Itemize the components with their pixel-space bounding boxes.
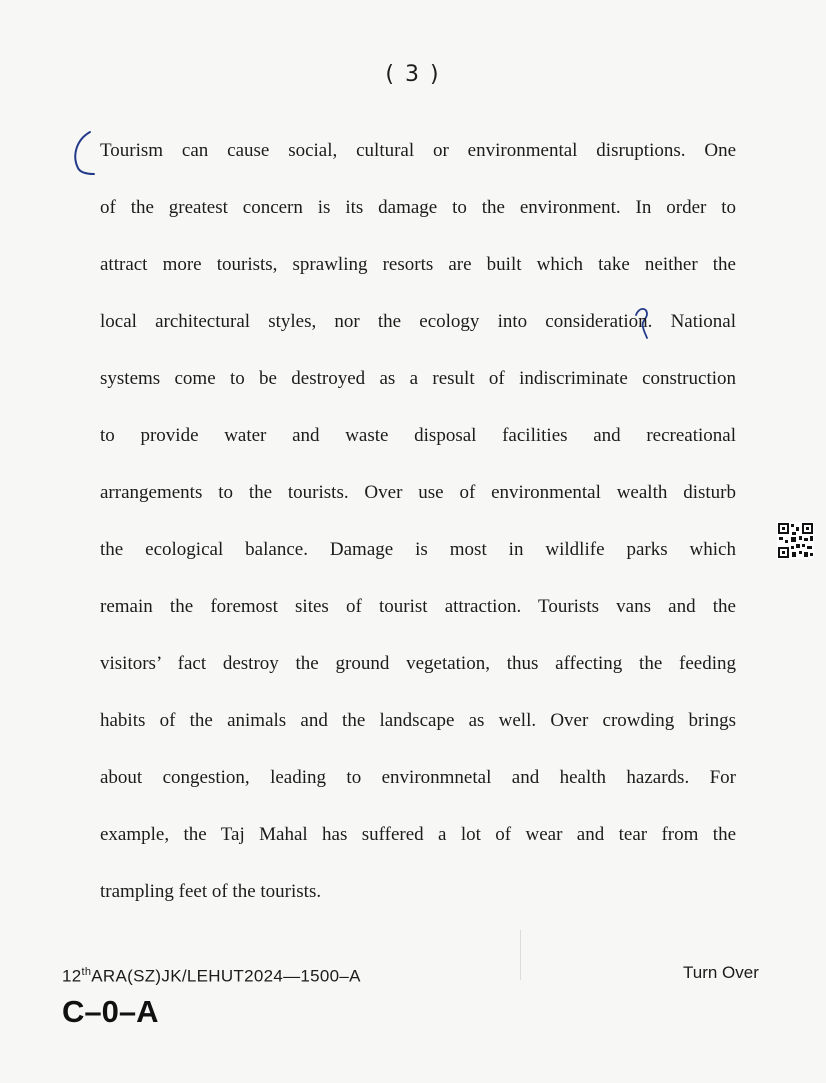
turn-over-label: Turn Over [683, 963, 759, 982]
passage-line: about congestion, leading to environmnetal and health hazards. For [100, 767, 736, 788]
passage [100, 133, 736, 931]
footer-exam-code [62, 966, 361, 987]
passage-line: arrangements to the tourists. Over use of environmental wealth disturb [100, 482, 736, 503]
paper-code: C–0–A [62, 994, 159, 1029]
footer-code-suffix: ARA(SZ)JK/LEHUT2024—1500–A [91, 966, 361, 986]
page-number-text: ( 3 ) [385, 62, 441, 87]
passage-line: example, the Taj Mahal has suffered a lot of wear and tear from the [100, 824, 736, 845]
passage-line: attract more tourists, sprawling resorts are built which take neither the [100, 254, 736, 275]
footer-code-superscript: th [81, 966, 92, 978]
scan-artifact [520, 930, 521, 980]
page-number [0, 62, 826, 87]
passage-line: to provide water and waste disposal facilities and recreational [100, 425, 736, 446]
passage-line: Tourism can cause social, cultural or environmental disruptions. One [100, 140, 736, 161]
passage-line: local architectural styles, nor the ecology into consideration. National [100, 311, 736, 332]
passage-line: of the greatest concern is its damage to the environment. In order to [100, 197, 736, 218]
qr-code-icon [777, 522, 814, 559]
passage-line: the ecological balance. Damage is most in wildlife parks which [100, 539, 736, 560]
passage-line: remain the foremost sites of tourist attraction. Tourists vans and the [100, 596, 736, 617]
passage-line: systems come to be destroyed as a result of indiscriminate construction [100, 368, 736, 389]
footer-code-prefix: 12 [62, 966, 82, 986]
passage-line: habits of the animals and the landscape as well. Over crowding brings [100, 710, 736, 731]
handwritten-bracket-icon [70, 130, 96, 176]
passage-line: trampling feet of the tourists. [100, 881, 322, 902]
passage-line: visitors’ fact destroy the ground vegetation, thus affecting the feeding [100, 653, 736, 674]
